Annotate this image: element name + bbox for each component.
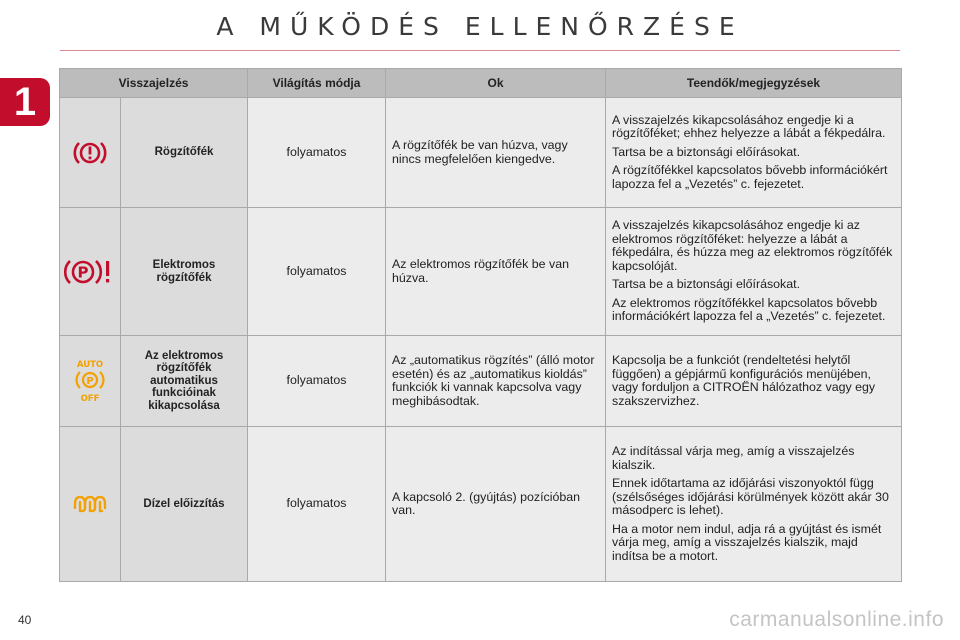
icon-cell: [60, 98, 121, 208]
circle-exclamation-brake-icon: [70, 138, 110, 168]
cause-text: Az elektromos rögzítőfék be van húzva.: [386, 208, 606, 336]
signal-name: Rögzítőfék: [121, 98, 248, 208]
notes-cell: [606, 208, 902, 336]
note-paragraph: A rögzítőfékkel kapcsolatos bővebb információkért lapozza fel a „Vezetés” c. fejezetet.: [612, 163, 888, 191]
header-notes: Teendők/megjegyzések: [606, 69, 902, 98]
icon-cell: [60, 427, 121, 582]
lighting-mode: folyamatos: [248, 427, 386, 582]
p-label: P: [86, 376, 94, 387]
note-paragraph: Kapcsolja be a funkciót (rendeltetési helytől függően) a gépjármű konfigurációs menüjében, vagy forduljon a CITROËN hálózathoz vagy egy szakszervizhez.: [612, 353, 876, 408]
note-paragraph: A visszajelzés kikapcsolásához engedje ki az elektromos rögzítőféket: helyezze a lábát a fékpedálra, és húzza meg az elektromos rögzítőfék kapcsolóját.: [612, 218, 893, 273]
notes-cell: [606, 98, 902, 208]
notes-cell: [606, 427, 902, 582]
diesel-preheat-coil-icon: [70, 492, 110, 516]
notes-cell: [606, 336, 902, 427]
cause-text: Az „automatikus rögzítés” (álló motor esetén) és az „automatikus kioldás” funkciók ki vannak kapcsolva vagy meghibásodtak.: [386, 336, 606, 427]
note-paragraph: Ha a motor nem indul, adja rá a gyújtást és ismét várja meg, amíg a visszajelzés kialszik, majd indítsa be a motort.: [612, 521, 882, 563]
off-label: OFF: [80, 394, 100, 404]
electric-parking-brake-icon: [63, 256, 117, 288]
note-paragraph: Ennek időtartama az időjárási viszonyoktól függ (szélsőséges időjárási körülmények között akár 30 másodperc is lehet).: [612, 476, 889, 517]
signal-name: Az elektromos rögzítőfék automatikus funkcióinak kikapcsolása: [121, 336, 248, 427]
lighting-mode: folyamatos: [248, 98, 386, 208]
header-mode: Világítás módja: [248, 69, 386, 98]
icon-cell: [60, 208, 121, 336]
auto-p-off-icon: [70, 358, 110, 404]
icon-cell: [60, 336, 121, 427]
note-paragraph: Tartsa be a biztonsági előírásokat.: [612, 277, 801, 292]
signal-name: Dízel előizzítás: [121, 427, 248, 582]
svg-text:P: P: [77, 263, 89, 281]
note-paragraph: Tartsa be a biztonsági előírásokat.: [612, 144, 801, 159]
signal-name: Elektromos rögzítőfék: [121, 208, 248, 336]
lighting-mode: folyamatos: [248, 336, 386, 427]
page-number: 40: [18, 613, 32, 627]
page-title: A MŰKÖDÉS ELLENŐRZÉSE: [216, 12, 744, 41]
cause-text: A rögzítőfék be van húzva, vagy nincs megfelelően kiengedve.: [386, 98, 606, 208]
table-row: [60, 427, 902, 582]
table-header-row: [60, 69, 902, 98]
lighting-mode: folyamatos: [248, 208, 386, 336]
auto-label: AUTO: [76, 360, 104, 370]
note-paragraph: Az elektromos rögzítőfékkel kapcsolatos bővebb információkért lapozza fel a „Vezetés” c. fejezetet.: [612, 295, 886, 324]
title-divider: [60, 50, 900, 51]
cause-text: A kapcsoló 2. (gyújtás) pozícióban van.: [386, 427, 606, 582]
note-paragraph: Az indítással várja meg, amíg a visszajelzés kialszik.: [612, 444, 855, 472]
watermark: carmanualsonline.info: [729, 608, 944, 631]
header-signal: Visszajelzés: [60, 69, 248, 98]
note-paragraph: A visszajelzés kikapcsolásához engedje ki a rögzítőféket; ehhez helyezze a lábát a fékpedálra.: [612, 112, 886, 141]
table-row: [60, 336, 902, 427]
table-row: [60, 208, 902, 336]
header-cause: Ok: [386, 69, 606, 98]
table-row: [60, 98, 902, 208]
warning-lights-table: [59, 68, 902, 582]
chapter-tab[interactable]: 1: [0, 78, 50, 126]
